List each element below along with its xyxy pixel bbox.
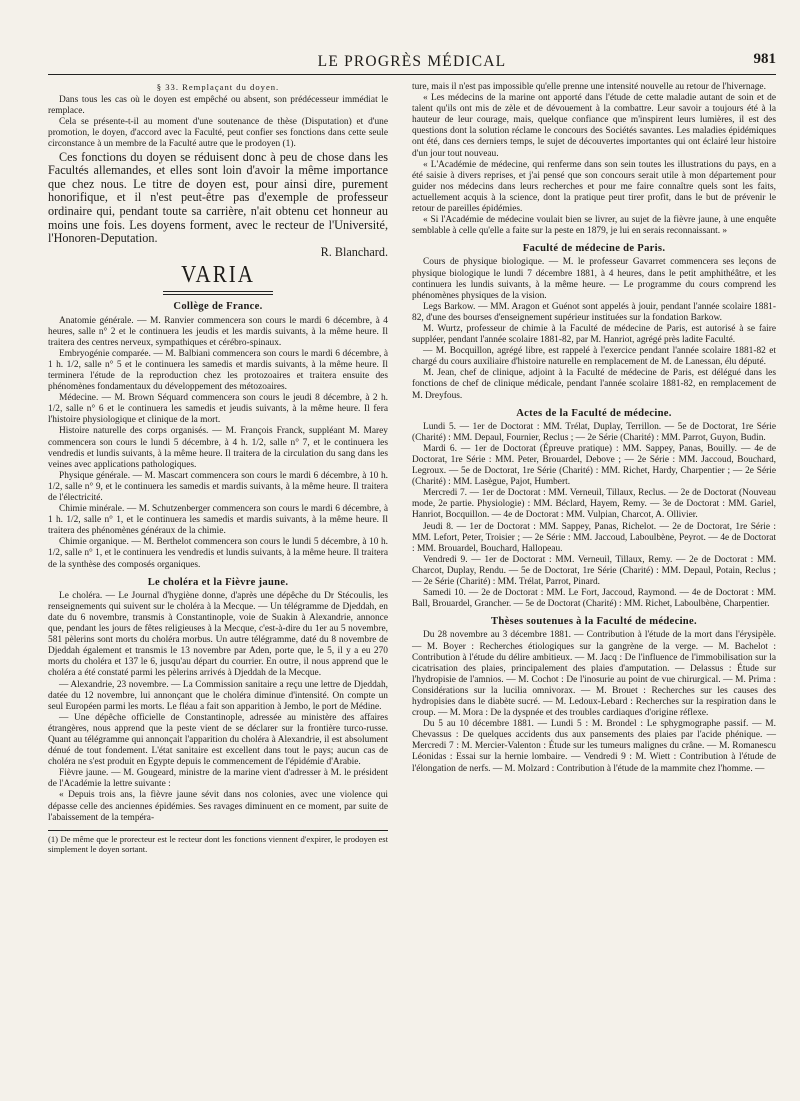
faculty-item: M. Jean, chef de clinique, adjoint à la Faculté de médecine de Paris, est délégué dans les fonctions de chef de clinique médicale, pendant l'année scolaire 1881-82, en remplacement de M. Dreyfous. bbox=[412, 368, 776, 401]
left-column bbox=[48, 82, 388, 1042]
page-number: 981 bbox=[753, 51, 776, 67]
faculty-item: Legs Barkow. — MM. Aragon et Guénot sont appelés à jouir, pendant l'année scolaire 1881-82, d'une des bourses d'enseignement supérieur instituées sur la fondation Barkow. bbox=[412, 301, 776, 323]
cholera-item: « Depuis trois ans, la fièvre jaune sévit dans nos colonies, avec une violence qui dépasse celle des anciennes épidémies. Ses ravages diminuent en ce moment, par suite de l'abaissement de la tempéra- bbox=[48, 790, 388, 823]
college-item: Médecine. — M. Brown Séquard commencera son cours le jeudi 8 décembre, à 2 h. 1/2, salle n° 6 et le continuera les samedis et jeudis suivants, à la même heure. Il fera l'histoire physiologique et clinique de la mort. bbox=[48, 393, 388, 426]
faculty-item: — M. Bocquillon, agrégé libre, est rappelé à l'exercice pendant l'année scolaire 1881-82 et chargé du cours auxiliaire d'histoire naturelle en remplacement de M. de Lanessan, élu député. bbox=[412, 346, 776, 368]
faculty-item: Cours de physique biologique. — M. le professeur Gavarret commencera ses leçons de physique biologique le lundi 7 décembre 1881, à 4 heures, dans le petit amphithéâtre, et les continuera les lundis suivants, à la même heure. — Le programme du cours comprend les phénomènes physiques de la vision. bbox=[412, 257, 776, 301]
college-item: Chimie organique. — M. Berthelot commencera son cours le lundi 5 décembre, à 10 h. 1/2, salle n° 1, et le continuera les vendredis et lundis suivants, à la même heure. Il traitera de la synthèse des composés organiques. bbox=[48, 537, 388, 570]
cholera-item: Le choléra. — Le Journal d'hygiène donne, d'après une dépêche du Dr Stécoulis, les renseignements qui suivent sur le choléra à la Mecque. — Un télégramme de Djeddah, en date du 6 novembre, transmis à Constantinople, voie de Suakin à Alexandrie, annonce que, pendant les jours de fêtes religieuses à la Mecque, c'est-à-dire du 1er au 5 novembre, 581 pèlerins sont morts du choléra morbus. Un autre télégramme, daté du 8 novembre de Djeddah également et transmis le 13 novembre par Aden, porte que, le 5, il y a eu 270 morts du choléra et 137 le 6, jusqu'au départ du courrier. En outre, il nous apprend que le choléra a été constaté parmi les pèlerins arrivés à Djeddah de la Mecque. bbox=[48, 590, 388, 679]
paragraph: « Les médecins de la marine ont apporté dans l'étude de cette maladie autant de soin et de talent qu'ils ont mis de zèle et de dévouement à la combattre. Leur savoir a toujours été à la hauteur de leur courage, mais, quelque confiance que m'inspirent leurs lumières, il est des questions dont la solution réclame le concours des Sociétés savantes. Les maladies épidémiques ont été, dans ces derniers temps, le sujet de découvertes importantes qui ont éclairé leur histoire d'un jour tout nouveau. bbox=[412, 93, 776, 159]
college-item: Embryogénie comparée. — M. Balbiani commencera son cours le mardi 6 décembre, à 1 h. 1/2, salle n° 5 et le continuera les samedis et mardis suivants, à la même heure. Il terminera l'étude de la reproduction chez les protozoaires et traitera ensuite des phénomènes fondamentaux du développement des métozoaires. bbox=[48, 348, 388, 393]
actes-item: Vendredi 9. — 1er de Doctorat : MM. Verneuil, Tillaux, Remy. — 2e de Doctorat : MM. Charcot, Duplay, Rendu. — 5e de Doctorat, 1re Série (Charité) : MM. Depaul, Potain, Reclus ; — 2e Série (Charité) : MM. Trélat, Parrot, Pinard. bbox=[412, 554, 776, 588]
paragraph: Cela se présente-t-il au moment d'une soutenance de thèse (Disputation) et d'une promotion, le doyen, d'accord avec la Faculté, peut confier ses fonctions dans cette seule circonstance à un membre de la Faculté autre que le prodoyen (1). bbox=[48, 117, 388, 150]
theses-heading: Thèses soutenues à la Faculté de médecine. bbox=[491, 616, 697, 628]
actes-heading: Actes de la Faculté de médecine. bbox=[516, 407, 672, 419]
signature: R. Blanchard. bbox=[320, 244, 388, 259]
cholera-item: — Alexandrie, 23 novembre. — La Commission sanitaire a reçu une lettre de Djeddah, datée du 12 novembre, lui annonçant que le choléra diminue d'intensité. On compte un seul Européen parmi les morts. Le fléau a fait son apparition à Jembo, le port de Médine. bbox=[48, 679, 388, 712]
actes-item: Mardi 6. — 1er de Doctorat (Épreuve pratique) : MM. Sappey, Panas, Bouilly. — 4e de Doctorat, 1re Série : MM. Peter, Brouardel, Debove ; — 2e Série : MM. Jaccoud, Bouchard, Legroux. — 5e de Doctorat, 1re Série (Charité) : MM. Richet, Hardy, Charpentier ; — 2e Série (Charité) : MM. Lasègue, Pajot, Humbert. bbox=[412, 443, 776, 488]
faculty-heading: Faculté de médecine de Paris. bbox=[522, 243, 666, 255]
college-item: Physique générale. — M. Mascart commencera son cours le mardi 6 décembre, à 10 h. 1/2, salle n° 9, et le continuera les samedis et mardis suivants, à la même heure. Il traitera de l'électricité. bbox=[48, 470, 388, 503]
paragraph-large: Ces fonctions du doyen se réduisent donc à peu de chose dans les Facultés allemandes, et elles sont loin d'avoir la même importance que chez nous. Le titre de doyen est, pour ainsi dire, purement honorifique, et il n'est peut-être pas d'exemple de professeur ordinaire qui, pendant toute sa carrière, n'ait obtenu cet honneur au moins une fois. Les doyens forment, avec le recteur de l'Université, l'Honoren-Deputation. bbox=[48, 149, 388, 246]
college-item: Chimie minérale. — M. Schutzenberger commencera son cours le mardi 6 décembre, à 1 h. 1/2, salle n° 1, et le continuera les samedis et mardis suivants, à la même heure. Il traitera des phénomènes généraux de la chimie. bbox=[48, 504, 388, 537]
cholera-item: — Une dépêche officielle de Constantinople, adressée au ministère des affaires étrangères, nous apprend que la peste vient de se déclarer sur la frontière turco-russe. Quant au télégramme qui annonçait l'apparition du choléra à Alexandrie, il est absolument dénué de tout fondement. L'état sanitaire est excellent dans tout le pays; aucun cas de choléra ne s'est produit en Egypte depuis le commencement de l'épidémie d'Arabie. bbox=[48, 712, 388, 768]
footnote: (1) De même que le prorecteur est le recteur dont les fonctions viennent d'expirer, le prodoyen est simplement le doyen sortant. bbox=[48, 830, 388, 854]
paragraph: « Si l'Académie de médecine voulait bien se livrer, au sujet de la fièvre jaune, à une enquête semblable à celle qu'elle a faite sur la peste en 1879, je lui en serais reconnaissant. » bbox=[412, 215, 776, 237]
right-column bbox=[412, 82, 776, 1062]
college-heading: Collège de France. bbox=[173, 301, 263, 313]
varia-heading-block bbox=[48, 260, 388, 295]
actes-item: Samedi 10. — 2e de Doctorat : MM. Le Fort, Jaccoud, Raymond. — 4e de Doctorat : MM. Ball, Brouardel, Grancher. — 5e de Doctorat (Charité) : MM. Richet, Laboulbène, Charpentier. bbox=[412, 588, 776, 610]
theses-item: Du 5 au 10 décembre 1881. — Lundi 5 : M. Brondel : Le sphygmographe passif. — M. Chevassus : De quelques accidents dus aux pansements des plaies par l'acide phénique. — Mercredi 7 : M. Mercier-Valenton : Étude sur les tumeurs malignes du crâne. — M. Romanescu Léonidas : Essai sur la hernie lombaire. — Vendredi 9 : M. Wiett : Contribution à l'étude de l'élongation de nerfs. — M. Molzard : Contribution à l'étude de la mammite chez l'homme. — bbox=[412, 719, 776, 774]
actes-item: Mercredi 7. — 1er de Doctorat : MM. Verneuil, Tillaux, Reclus. — 2e de Doctorat (Nouveau mode, 2e partie. Physiologie) : MM. Béclard, Hayem, Remy. — 3e de Doctorat : MM. Gariel, Hanriot, Bocquillon. — 4e de Doctorat : MM. Vulpian, Charcot, A. Ollivier. bbox=[412, 488, 776, 521]
cholera-heading: Le choléra et la Fièvre jaune. bbox=[147, 576, 289, 588]
college-item: Histoire naturelle des corps organisés. — M. François Franck, suppléant M. Marey commencera son cours le lundi 5 décembre, à 4 h. 1/2, salle n° 7, et le continuera les vendredis et lundis suivants, à la même heure. Il traitera de la circulation du sang dans les veines avec applications pathologiques. bbox=[48, 426, 388, 470]
college-item: Anatomie générale. — M. Ranvier commencera son cours le mardi 6 décembre, à 4 heures, salle n° 2 et le continuera les jeudis et les mardis suivants, à la même heure. Il traitera des centres nerveux, sympathiques et cérébro-spinaux. bbox=[48, 315, 388, 348]
paragraph: Dans tous les cas où le doyen est empêché ou absent, son prédécesseur immédiat le remplace. bbox=[48, 95, 388, 117]
journal-title: LE PROGRÈS MÉDICAL bbox=[317, 53, 507, 70]
varia-heading: VARIA bbox=[181, 260, 255, 289]
faculty-item: M. Wurtz, professeur de chimie à la Faculté de médecine de Paris, est autorisé à se faire suppléer, pendant l'année scolaire 1881-82, par M. Hanriot, agrégé près ladite Faculté. bbox=[412, 323, 776, 346]
paragraph: ture, mais il n'est pas impossible qu'elle prenne une intensité nouvelle au retour de l'hivernage. bbox=[412, 82, 766, 92]
heading-rule bbox=[163, 291, 273, 295]
theses-item: Du 28 novembre au 3 décembre 1881. — Contribution à l'étude de la mort dans l'érysipèle. — M. Boyer : Recherches étiologiques sur la gangrène de la verge. — M. Bachelot : Contribution à l'étude du délire ambitieux. — M. Jacq : De l'influence de l'immobilisation sur la cicatrisation des plaies, principalement des plaies d'amputation. — Delassus : Étude sur l'hydropisie de l'amnios. — M. Cochot : De l'inosurie au point de vue chirurgical. — M. Prima : Considérations sur la lucilia omnivorax. — M. Brouet : Recherches sur les causes des hydropisies dans le diabète sucré. — M. Ledoux-Lebard : Recherches sur la respiration dans le croup. — M. Mora : De la dyspnée et des troubles cardiaques d'origine réflexe. bbox=[412, 630, 776, 719]
actes-item: Lundi 5. — 1er de Doctorat : MM. Trélat, Duplay, Terrillon. — 5e de Doctorat, 1re Série (Charité) : MM. Depaul, Fournier, Reclus ; — 2e Série (Charité) : MM. Parrot, Guyon, Budin. bbox=[412, 421, 776, 443]
paragraph: « L'Académie de médecine, qui renferme dans son sein toutes les illustrations du pays, en a été saisie à divers reprises, et j'ai pensé que son concours serait utile à mon département pour guider nos médecins dans leurs recherches et pour me faire connaître quels sont les faits, actuellement acquis à la science, dont la pratique peut tirer profit, dans le but de prévenir le retour de pareilles épidémies. bbox=[412, 159, 776, 215]
actes-item: Jeudi 8. — 1er de Doctorat : MM. Sappey, Panas, Richelot. — 2e de Doctorat, 1re Série : MM. Lefort, Peter, Troisier ; — 2e Série : MM. Jaccoud, Laboulbène, Peyrot. — 4e de Doctorat : MM. Brouardel, Bouchard, Hallopeau. bbox=[412, 521, 776, 554]
page-header bbox=[48, 50, 776, 75]
section-title: § 33. Remplaçant du doyen. bbox=[156, 82, 280, 92]
cholera-item: Fièvre jaune. — M. Gougeard, ministre de la marine vient d'adresser à M. le président de l'Académie la lettre suivante : bbox=[48, 768, 388, 790]
